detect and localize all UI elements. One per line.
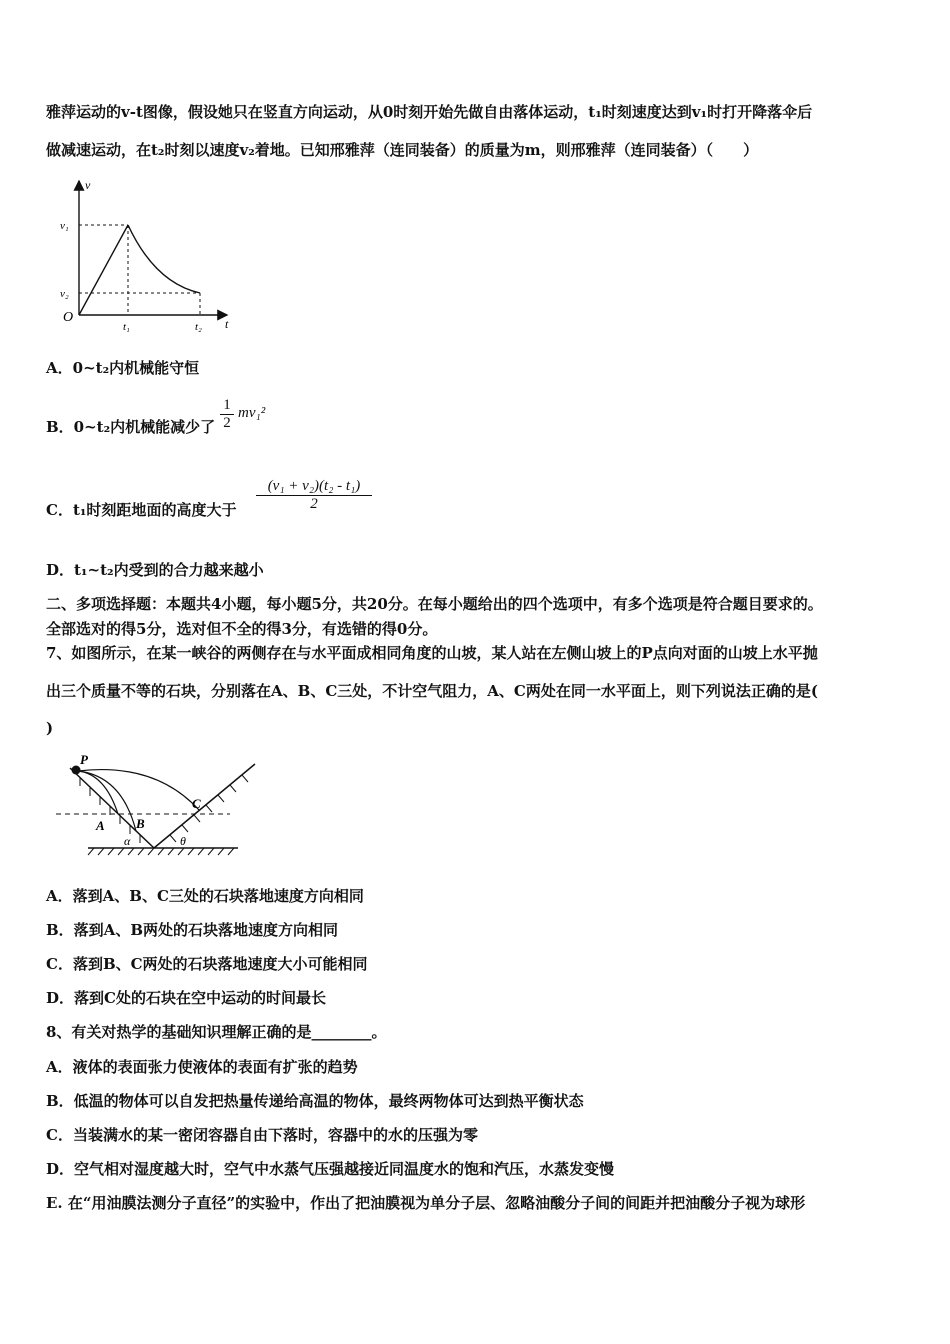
angle-theta-label: θ xyxy=(180,834,186,848)
q6-option-d: D．t₁~t₂内受到的合力越来越小 xyxy=(46,561,264,579)
left-slope xyxy=(70,768,154,848)
right-slope xyxy=(154,764,255,848)
q8-option-e: E. 在“用油膜法测分子直径”的实验中，作出了把油膜视为单分子层、忽略油酸分子间的间距并把油酸分子视为球形 xyxy=(46,1194,806,1212)
q8-option-b: B．低温的物体可以自发把热量传递给高温的物体，最终两物体可达到热平衡状态 xyxy=(46,1092,584,1110)
valley-figure xyxy=(50,752,265,862)
section2-line1: 二、多项选择题：本题共4小题，每小题5分，共20分。在每小题给出的四个选项中，有多个选项是符合题目要求的。 xyxy=(46,595,823,613)
option-b-tail-text: mv₁² xyxy=(238,405,266,421)
q7-stem-line2: 出三个质量不等的石块，分别落在A、B、C三处，不计空气阻力，A、C两处在同一水平面上，则下列说法正确的是( xyxy=(46,682,818,700)
option-b-fraction xyxy=(220,397,234,432)
q7-option-d: D．落到C处的石块在空中运动的时间最长 xyxy=(46,989,326,1007)
v-axis-label: v xyxy=(85,178,91,192)
vt-graph xyxy=(55,175,245,335)
v2-label: v₂ xyxy=(60,288,69,300)
section2-line2: 全部选对的得5分，选对但不全的得3分，有选错的得0分。 xyxy=(46,620,438,638)
q7-stem-line1: 7、如图所示，在某一峡谷的两侧存在与水平面成相同角度的山坡，某人站在左侧山坡上的P点向对面的山坡上水平抛 xyxy=(46,644,818,662)
accel-segment xyxy=(79,225,128,315)
q6-option-b: B．0~t₂内机械能减少了 xyxy=(46,418,216,436)
q6-option-c: C．t₁时刻距地面的高度大于 xyxy=(46,501,237,519)
option-b-den: 2 xyxy=(223,415,231,431)
point-p-label: P xyxy=(80,752,88,767)
q8-stem: 8、有关对热学的基础知识理解正确的是________。 xyxy=(46,1023,387,1041)
q7-option-c: C．落到B、C两处的石块落地速度大小可能相同 xyxy=(46,955,368,973)
point-c-label: C xyxy=(192,796,201,811)
v1-label: v₁ xyxy=(60,220,69,232)
q8-option-d: D．空气相对湿度越大时，空气中水蒸气压强越接近同温度水的饱和汽压，水蒸发变慢 xyxy=(46,1160,615,1178)
q6-stem-line2: 做减速运动，在t₂时刻以速度v₂着地。已知邢雅萍（连同装备）的质量为m，则邢雅萍（连同装备）（ ） xyxy=(46,141,759,159)
q6-option-a: A．0~t₂内机械能守恒 xyxy=(46,359,200,377)
option-c-num: (v₁ + v₂)(t₂ - t₁) xyxy=(267,478,361,494)
q7-option-a: A．落到A、B、C三处的石块落地速度方向相同 xyxy=(46,887,364,905)
point-a-label: A xyxy=(96,818,105,833)
q7-option-b: B．落到A、B两处的石块落地速度方向相同 xyxy=(46,921,338,939)
option-b-num: 1 xyxy=(223,397,231,413)
q6-stem-line1: 雅萍运动的v-t图像，假设她只在竖直方向运动，从0时刻开始先做自由落体运动，t₁时刻速度达到v₁时打开降落伞后 xyxy=(46,103,813,121)
t1-label: t₁ xyxy=(123,321,130,333)
q7-stem-line3: ) xyxy=(46,719,54,737)
option-b-tail xyxy=(238,405,265,422)
q8-option-a: A．液体的表面张力使液体的表面有扩张的趋势 xyxy=(46,1058,358,1076)
point-b-label: B xyxy=(136,816,145,831)
option-c-fraction xyxy=(256,478,372,513)
origin-label: O xyxy=(63,310,74,325)
q8-option-c: C．当装满水的某一密闭容器自由下落时，容器中的水的压强为零 xyxy=(46,1126,478,1144)
option-c-den: 2 xyxy=(310,496,318,512)
decel-curve xyxy=(128,225,200,293)
t-axis-label: t xyxy=(225,317,229,331)
angle-alpha-label: α xyxy=(124,834,131,848)
t2-label: t₂ xyxy=(195,321,202,333)
